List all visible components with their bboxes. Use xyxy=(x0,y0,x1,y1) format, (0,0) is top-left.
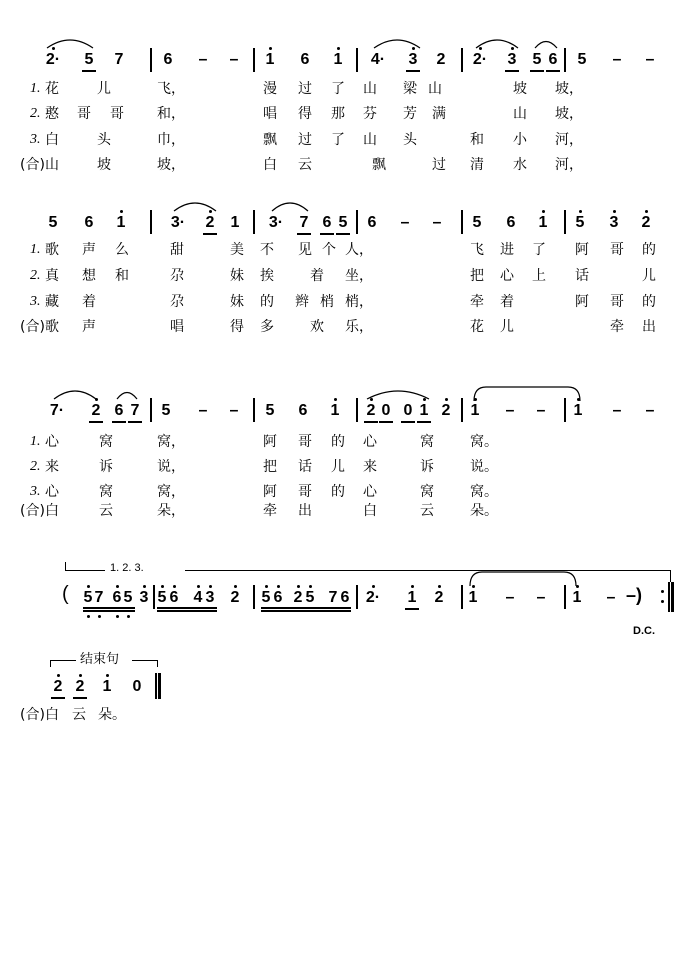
dash: – xyxy=(645,51,655,68)
note: 7 xyxy=(294,215,314,231)
dash: – xyxy=(432,214,442,231)
note: 5 xyxy=(118,590,138,606)
note: 5 xyxy=(79,52,99,68)
slur xyxy=(474,36,520,50)
note: 4· xyxy=(370,51,386,68)
note: 2 xyxy=(48,679,68,695)
note: 2· xyxy=(43,52,63,68)
dash: – xyxy=(536,589,546,606)
dash: – xyxy=(645,402,655,419)
beam xyxy=(83,610,135,612)
repeat-dot xyxy=(661,590,664,593)
note: 6 xyxy=(298,402,308,419)
note: 1 xyxy=(567,590,587,606)
note: 2 xyxy=(429,590,449,606)
note: 3· xyxy=(170,214,186,231)
note: 1 xyxy=(402,590,422,606)
ending-bracket xyxy=(50,660,76,661)
barline xyxy=(564,585,566,609)
note: 6 xyxy=(84,214,94,231)
barline xyxy=(564,210,566,234)
barline xyxy=(150,398,152,422)
barline xyxy=(356,48,358,72)
note: 5 xyxy=(333,215,353,231)
barline xyxy=(461,210,463,234)
note: 5 xyxy=(78,590,98,606)
note: 3 xyxy=(604,215,624,231)
barline xyxy=(461,398,463,422)
note: 2 xyxy=(436,403,456,419)
beam xyxy=(261,607,351,609)
barline xyxy=(356,585,358,609)
barline xyxy=(253,585,255,609)
dash: – xyxy=(229,402,239,419)
note: 3 xyxy=(134,590,154,606)
note: 6 xyxy=(164,590,184,606)
note: 1 xyxy=(97,679,117,695)
repeat-barline-thin xyxy=(668,582,670,612)
beam xyxy=(157,607,217,609)
ending-label: 结束句 xyxy=(80,652,120,667)
note: 4 xyxy=(188,590,208,606)
barline xyxy=(461,48,463,72)
barline xyxy=(253,398,255,422)
note: 1 xyxy=(328,52,348,68)
final-barline-thin xyxy=(155,673,157,699)
ending-bracket xyxy=(157,660,158,667)
note: 2· xyxy=(363,590,383,606)
dash: – xyxy=(612,402,622,419)
note: 2 xyxy=(70,679,90,695)
note: 0 xyxy=(376,403,396,419)
dash: – xyxy=(612,51,622,68)
note: 6 xyxy=(317,215,337,231)
beam xyxy=(157,610,217,612)
note: 6 xyxy=(268,590,288,606)
volta-label: 1. 2. 3. xyxy=(110,562,144,574)
note: 2 xyxy=(288,590,308,606)
note: 1 xyxy=(463,590,483,606)
barline xyxy=(253,48,255,72)
barline xyxy=(150,210,152,234)
volta-line xyxy=(185,570,671,571)
volta-hook xyxy=(65,562,66,571)
note: 6 xyxy=(506,214,516,231)
note: 6 xyxy=(543,52,563,68)
note: 5 xyxy=(570,215,590,231)
note: 6 xyxy=(300,51,310,68)
repeat-dot xyxy=(661,600,664,603)
note: 2 xyxy=(86,403,106,419)
dc-marking: D.C. xyxy=(633,625,655,637)
note: 7 xyxy=(89,590,109,606)
barline xyxy=(356,398,358,422)
volta-hook xyxy=(670,570,671,582)
note: 7 xyxy=(125,403,145,419)
note: 1 xyxy=(414,403,434,419)
note: 1 xyxy=(465,403,485,419)
note: 5 xyxy=(472,214,482,231)
dash: – xyxy=(505,402,515,419)
note: 2· xyxy=(470,52,490,68)
tie xyxy=(468,570,578,588)
dash: – xyxy=(229,51,239,68)
note: 6 xyxy=(163,51,173,68)
beam xyxy=(261,610,351,612)
barline xyxy=(564,48,566,72)
note: 2 xyxy=(200,215,220,231)
note: 5 xyxy=(152,590,172,606)
ending-bracket xyxy=(132,660,158,661)
note: 5 xyxy=(48,214,58,231)
note: 1 xyxy=(325,403,345,419)
note: 1 xyxy=(568,403,588,419)
note: 5 xyxy=(527,52,547,68)
note: 5 xyxy=(161,402,171,419)
note: 3 xyxy=(200,590,220,606)
note: 1 xyxy=(230,214,240,231)
note: 1 xyxy=(111,215,131,231)
note: 3· xyxy=(268,214,284,231)
dash: – xyxy=(606,589,616,606)
barline xyxy=(356,210,358,234)
note: 7· xyxy=(49,402,65,419)
note: 3 xyxy=(502,52,522,68)
note: 2 xyxy=(225,590,245,606)
final-barline-thick xyxy=(158,673,161,699)
note: 6 xyxy=(107,590,127,606)
note: 2 xyxy=(636,215,656,231)
slur xyxy=(372,36,422,50)
dash: – xyxy=(400,214,410,231)
close-paren: –) xyxy=(626,585,643,605)
open-paren: ( xyxy=(62,583,69,605)
dash: – xyxy=(198,51,208,68)
slur xyxy=(270,199,310,213)
repeat-barline-thick xyxy=(671,582,674,612)
note: 0 xyxy=(398,403,418,419)
note: 3 xyxy=(403,52,423,68)
note: 0 xyxy=(132,678,142,695)
slur xyxy=(115,389,139,401)
note: 2 xyxy=(436,51,446,68)
note: 6 xyxy=(340,589,350,606)
barline xyxy=(253,210,255,234)
volta-line xyxy=(65,570,105,571)
note: 7 xyxy=(328,589,338,606)
slur xyxy=(172,199,218,213)
dash: – xyxy=(536,402,546,419)
note: 5 xyxy=(577,51,587,68)
dash: – xyxy=(198,402,208,419)
note: 5 xyxy=(300,590,320,606)
ending-bracket xyxy=(50,660,51,667)
barline xyxy=(150,48,152,72)
slur xyxy=(52,387,98,401)
note: 5 xyxy=(256,590,276,606)
slur xyxy=(533,38,559,50)
note: 1 xyxy=(260,52,280,68)
note: 6 xyxy=(109,403,129,419)
tie xyxy=(472,385,582,403)
dash: – xyxy=(505,589,515,606)
slur xyxy=(365,387,431,401)
note: 5 xyxy=(265,402,275,419)
note: 7 xyxy=(114,51,124,68)
note: 6 xyxy=(367,214,377,231)
slur xyxy=(45,36,95,50)
note: 2 xyxy=(361,403,381,419)
beam xyxy=(83,607,135,609)
note: 1 xyxy=(533,215,553,231)
